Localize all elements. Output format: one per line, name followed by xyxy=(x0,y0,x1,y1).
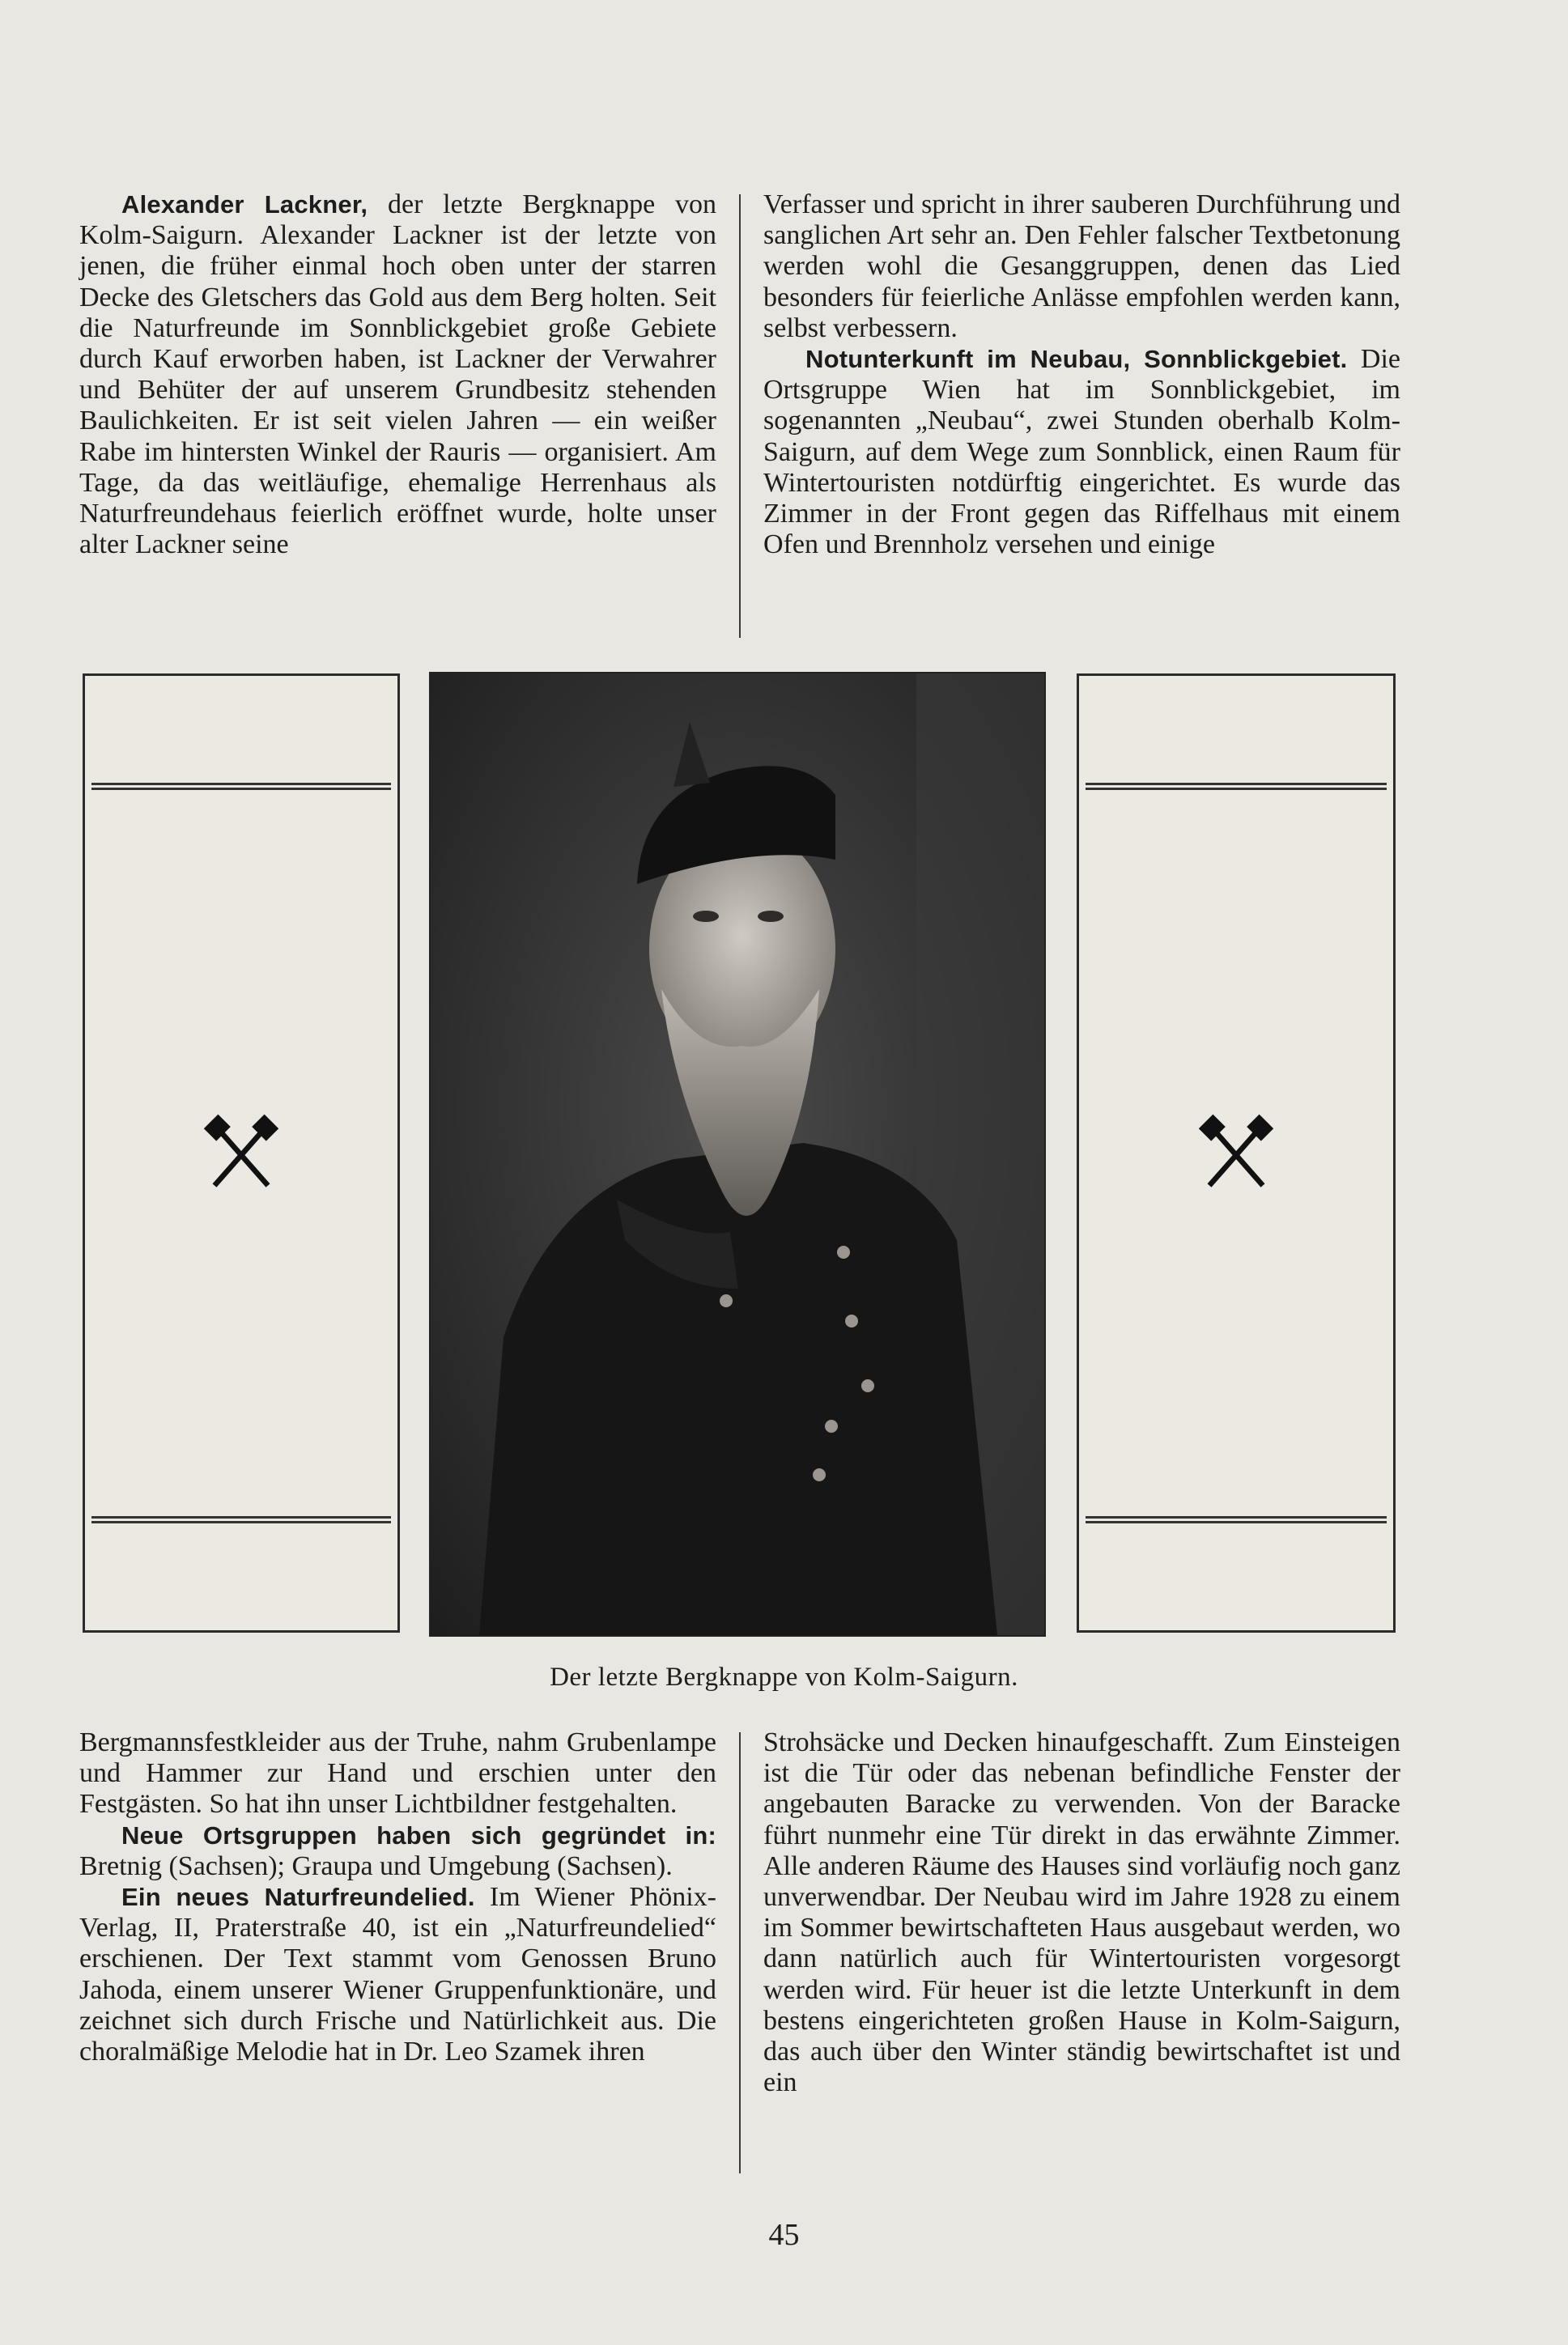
heading-ortsgruppen: Neue Ortsgruppen haben sich gegründet in: xyxy=(121,1820,716,1850)
heading-lackner: Alexander Lackner, xyxy=(121,190,368,219)
portrait-photo xyxy=(429,672,1046,1637)
top-left-column xyxy=(79,189,716,560)
double-rule xyxy=(1086,783,1387,790)
text-notunterkunft: Die Ortsgruppe Wien hat im Sonnblickgebiet, im sogenannten „Neubau“, zwei Stunden oberhalb Kolm-Saigurn, auf dem Wege zum Sonnblick, einen Raum für Wintertouristen notdürftig eingerichtet. Es wurde das Zimmer in der Front gegen das Riffelhaus mit einem Ofen und Brennholz versehen und einige xyxy=(763,344,1400,560)
column-divider-top xyxy=(739,194,741,638)
bottom-left-column xyxy=(79,1727,716,2067)
top-right-column xyxy=(763,189,1400,560)
ornament-panel-left xyxy=(83,673,400,1633)
double-rule xyxy=(91,783,391,790)
page-number: 45 xyxy=(768,2218,800,2252)
text-ortsgruppen: Bretnig (Sachsen); Graupa und Umgebung (Sachsen). xyxy=(79,1850,673,1881)
double-rule xyxy=(1086,1516,1387,1523)
ornament-panel-right xyxy=(1077,673,1396,1633)
paragraph-notunterkunft xyxy=(763,344,1400,560)
figure-caption: Der letzte Bergknappe von Kolm-Saigurn. xyxy=(550,1663,1018,1692)
paragraph-lied-continuation: Verfasser und spricht in ihrer sauberen Durchführung und sanglichen Art sehr an. Den Fehler falscher Textbetonung werden wohl die Gesanggruppen, denen das Lied besonders für feierliche Anlässe empfohlen werden kann, selbst verbessern. xyxy=(763,189,1400,343)
bottom-right-column xyxy=(763,1727,1400,2098)
heading-notunterkunft: Notunterkunft im Neubau, Sonnblickgebiet. xyxy=(805,345,1348,374)
crossed-hammers-icon xyxy=(1192,1109,1281,1198)
paragraph-naturfreundelied xyxy=(79,1882,716,2067)
paragraph-lackner-continuation: Bergmannsfestkleider aus der Truhe, nahm Grubenlampe und Hammer zur Hand und erschien unter den Festgästen. So hat ihn unser Lichtbildner festgehalten. xyxy=(79,1727,716,1820)
double-rule xyxy=(91,1516,391,1523)
paragraph-ortsgruppen xyxy=(79,1820,716,1882)
text-naturfreundelied: Im Wiener Phönix-Verlag, II, Praterstraße 40, ist ein „Naturfreundelied“ erschienen. Der Text stammt vom Genossen Bruno Jahoda, einem unserer Wiener Gruppenfunktionäre, und zeichnet sich durch Frische und Natürlichkeit aus. Die choralmäßige Melodie hat in Dr. Leo Szamek ihren xyxy=(79,1882,717,2067)
paragraph-notunterkunft-continuation: Strohsäcke und Decken hinaufgeschafft. Zum Einsteigen ist die Tür oder das nebenan befindliche Fenster der angebauten Baracke zu verwenden. Von der Baracke führt nunmehr eine Tür direkt in das erwähnte Zimmer. Alle anderen Räume des Hauses sind vorläufig noch ganz unverwendbar. Der Neubau wird im Jahre 1928 zu einem im Sommer bewirtschafteten Haus ausgebaut werden, wo dann natürlich auch für Wintertouristen vorgesorgt werden wird. Für heuer ist die letzte Unterkunft in dem bestens eingerichteten großen Hause in Kolm-Saigurn, das auch über den Winter ständig bewirtschaftet ist und ein xyxy=(763,1727,1400,2098)
column-divider-bottom xyxy=(739,1732,741,2173)
crossed-hammers-icon xyxy=(197,1109,286,1198)
heading-naturfreundelied: Ein neues Naturfreundelied. xyxy=(121,1883,475,1912)
paragraph-lackner xyxy=(79,189,716,560)
text-lackner: der letzte Bergknappe von Kolm-Saigurn. Alexander Lackner ist der letzte von jenen, die früher einmal hoch oben unter der starren Decke des Gletschers das Gold aus dem Berg holten. Seit die Naturfreunde im Sonnblickgebiet große Gebiete durch Kauf erworben haben, ist Lackner der Verwahrer und Behüter der auf unserem Grundbesitz stehenden Baulichkeiten. Er ist seit vielen Jahren — ein weißer Rabe im hintersten Winkel der Rauris — organisiert. Am Tage, da das weitläufige, ehemalige Herrenhaus als Naturfreundehaus feierlich eröffnet wurde, holte unser alter Lackner seine xyxy=(79,189,716,560)
